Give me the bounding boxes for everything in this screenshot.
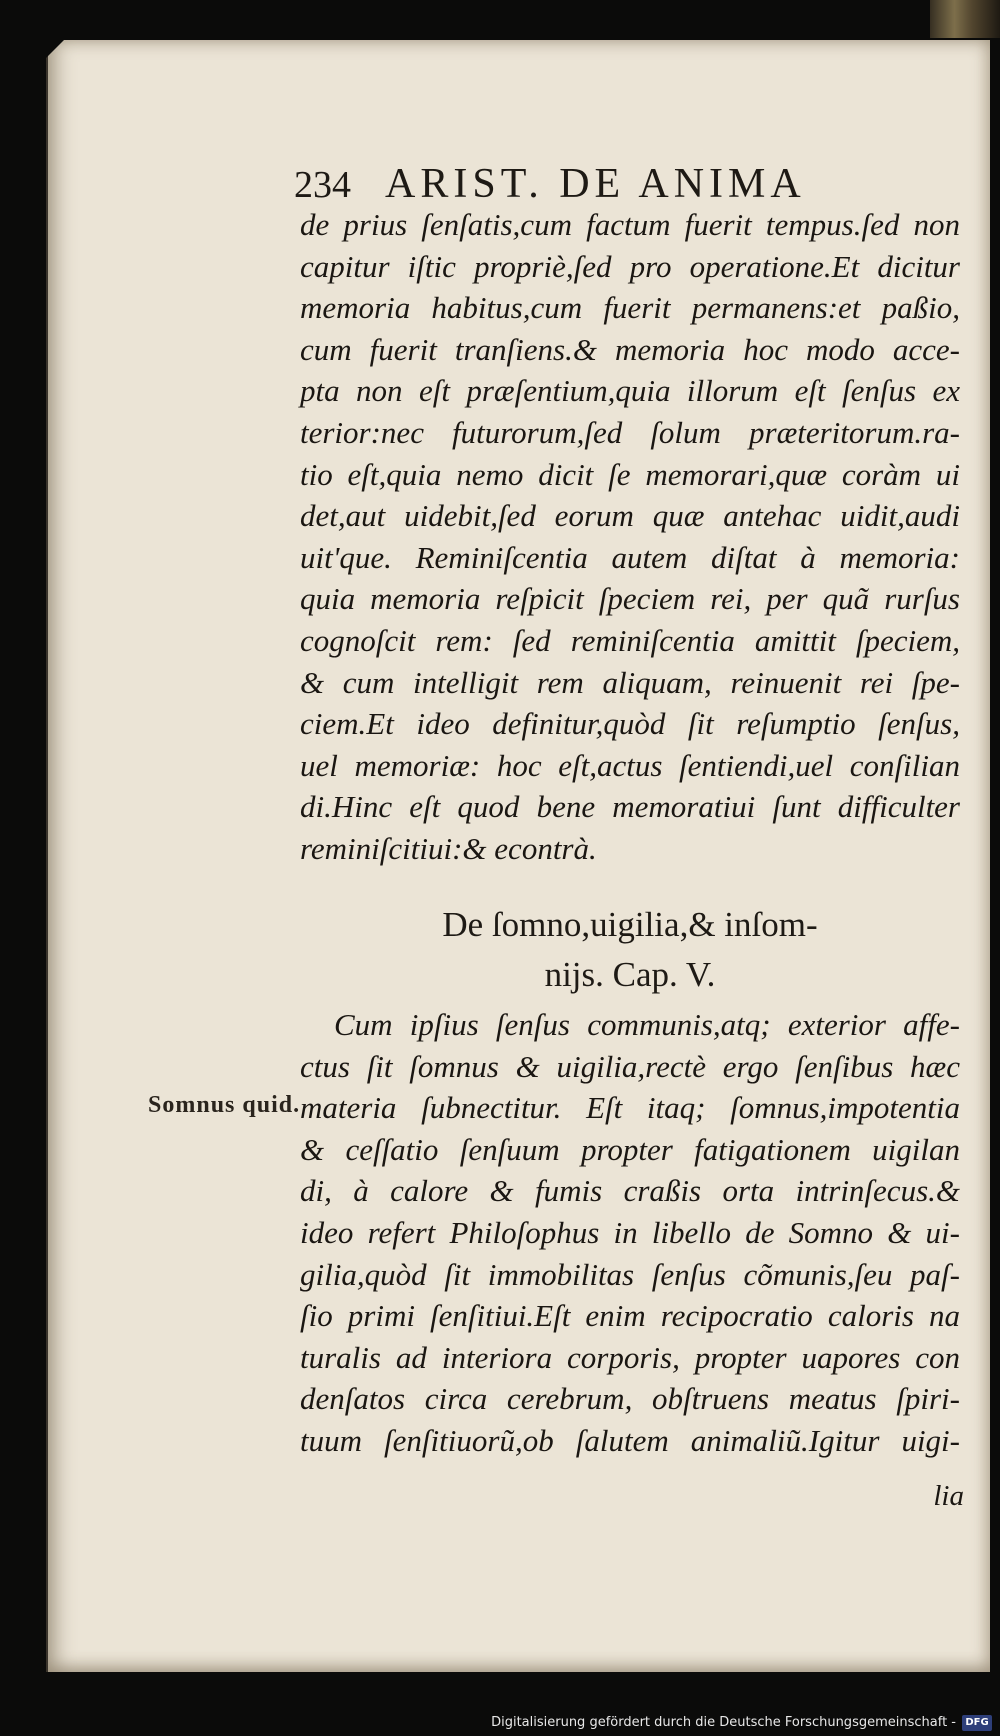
text-line: materia ſubnectitur. Eſt itaq; ſomnus,impotentia	[300, 1090, 960, 1126]
text-line: ideo refert Philoſophus in libello de Somno & ui-	[300, 1214, 960, 1250]
body-text-part2	[300, 1004, 960, 1462]
text-line: & cum intelligit rem aliquam, reinuenit rei ſpe-	[300, 664, 960, 700]
body-text-part1	[300, 204, 960, 870]
text-line: de prius ſenſatis,cum factum fuerit tempus.ſed non	[300, 207, 960, 242]
text-line: di, à calore & fumis craßis orta intrinſecus.&	[300, 1173, 960, 1209]
footer-bar	[0, 1706, 1000, 1736]
text-line: di.Hinc eſt quod bene memoratiui ſunt difficulter	[300, 789, 960, 825]
text-line: capitur iſtic propriè,ſed pro operatione.Et dicitur	[300, 248, 960, 284]
book-edge	[930, 0, 1000, 38]
text-line: tio eſt,quia nemo dicit ſe memorari,quæ coràm ui	[300, 456, 960, 492]
text-line: reminiſcitiui:& econtrà.	[300, 830, 597, 866]
text-line: uit'que. Reminiſcentia autem diſtat à memoria:	[300, 539, 960, 575]
page-corner-fold	[46, 40, 64, 58]
text-line: & ceſſatio ſenſuum propter fatigationem uigilan	[300, 1131, 960, 1167]
text-line: gilia,quòd ſit immobilitas ſenſus cõmunis,ſeu paſ-	[300, 1256, 960, 1292]
dfg-logo-icon: DFG	[962, 1715, 992, 1731]
text-line: cum fuerit tranſiens.& memoria hoc modo acce-	[300, 331, 960, 367]
text-line: cognoſcit rem: ſed reminiſcentia amittit ſpeciem,	[300, 622, 960, 658]
text-line: det,aut uidebit,ſed eorum quæ antehac uidit,audi	[300, 498, 960, 534]
page-number: 234	[294, 164, 351, 206]
text-line: quia memoria reſpicit ſpeciem rei, per quã rurſus	[300, 581, 960, 617]
text-line: ſio primi ſenſitiui.Eſt enim recipocratio caloris na	[300, 1298, 960, 1334]
text-line: turalis ad interiora corporis, propter uapores con	[300, 1339, 960, 1375]
text-line: memoria habitus,cum fuerit permanens:et paßio,	[300, 290, 960, 326]
text-line: tuum ſenſitiuorũ,ob ſalutem animaliũ.Igitur uigi-	[300, 1422, 960, 1458]
text-line: ctus ſit ſomnus & uigilia,rectè ergo ſenſibus hæc	[300, 1048, 960, 1084]
chapter-heading-line: De ſomno,uigilia,& inſom-	[442, 905, 818, 944]
chapter-heading-line: nijs. Cap. V.	[544, 955, 716, 994]
text-line: Cum ipſius ſenſus communis,atq; exterior affe-	[334, 1007, 960, 1042]
catchword: lia	[933, 1480, 964, 1512]
running-title: ARIST. DE ANIMA	[385, 161, 806, 207]
chapter-heading	[300, 900, 960, 1000]
text-line: uel memoriæ: hoc eſt,actus ſentiendi,uel conſilian	[300, 747, 960, 783]
text-line: terior:nec futurorum,ſed ſolum præteritorum.ra-	[300, 414, 960, 450]
running-head	[294, 160, 806, 208]
text-line: denſatos circa cerebrum, obſtruens meatus ſpiri-	[300, 1381, 960, 1417]
text-line: ciem.Et ideo definitur,quòd ſit reſumptio ſenſus,	[300, 706, 960, 742]
marginal-note: Somnus quid.	[148, 1092, 301, 1118]
funding-credit: Digitalisierung gefördert durch die Deutsche Forschungsgemeinschaft -	[491, 1715, 956, 1730]
text-line: pta non eſt præſentium,quia illorum eſt ſenſus ex	[300, 373, 960, 409]
